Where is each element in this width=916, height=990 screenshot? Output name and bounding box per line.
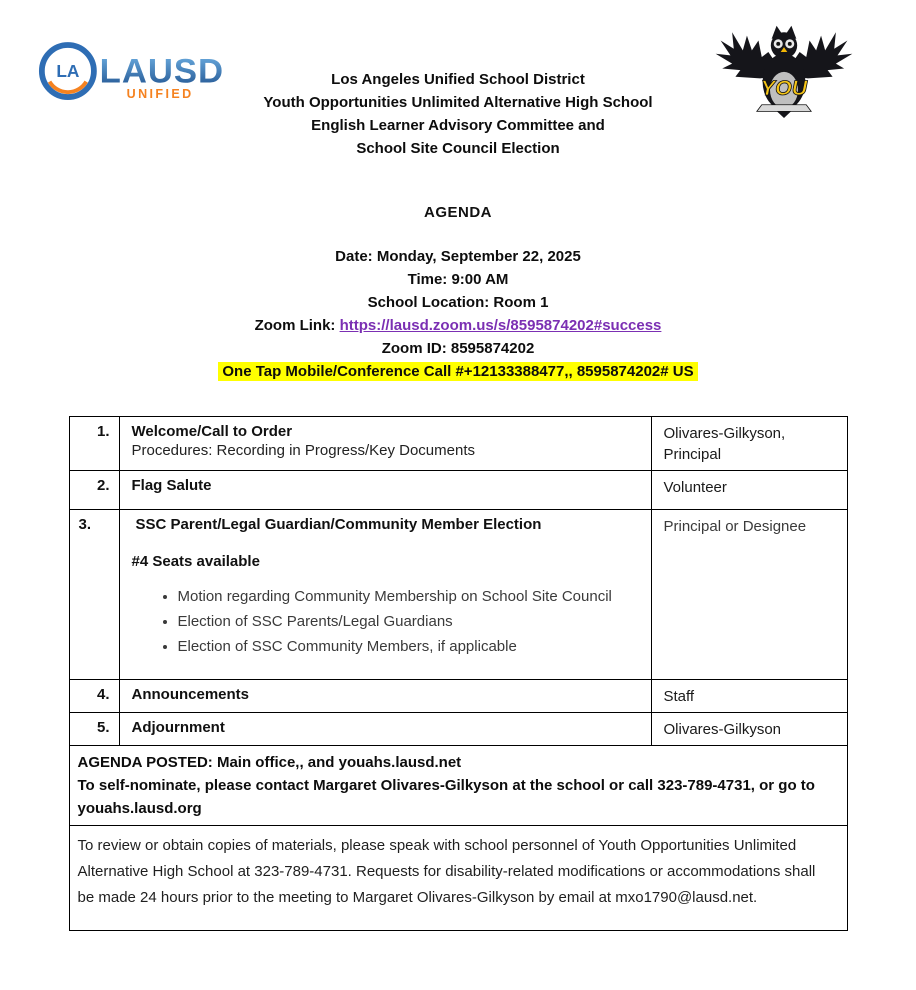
owl-banner <box>757 105 811 112</box>
row-presenter: Olivares-Gilkyson, Principal <box>651 417 847 471</box>
row-presenter: Olivares-Gilkyson <box>651 713 847 746</box>
zoom-id: Zoom ID: 8595874202 <box>381 340 535 357</box>
election-bullet-list <box>132 586 641 658</box>
meeting-time: Time: 9:00 AM <box>407 271 509 288</box>
item-title: SSC Parent/Legal Guardian/Community Member Election <box>135 516 542 533</box>
meeting-info-block <box>0 245 916 383</box>
materials-accommodations-note: To review or obtain copies of materials, please speak with school personnel of Youth Opportunities Unlimited Alternative High School at 323-789-4731. Requests for disability-related modifications or accommodations shall be made 24 hours prior to the meeting to Margaret Olivares-Gilkyson by email at mxo1790@lausd.net. <box>69 826 847 931</box>
header-line-committee: English Learner Advisory Committee and <box>311 117 605 134</box>
meeting-location: School Location: Room 1 <box>367 294 549 311</box>
owl-icon <box>714 24 854 118</box>
row-presenter: Volunteer <box>651 471 847 510</box>
one-tap-line <box>0 360 916 383</box>
agenda-title: AGENDA <box>423 204 492 221</box>
item-subtitle: Procedures: Recording in Progress/Key Documents <box>131 442 475 459</box>
meeting-date: Date: Monday, September 22, 2025 <box>335 248 581 265</box>
row-content <box>119 471 651 510</box>
owl-mascot-logo <box>714 24 854 118</box>
agenda-posted-line: AGENDA POSTED: Main office,, and youahs.lausd.net <box>77 754 462 771</box>
owl-you-text: YOU <box>760 75 808 100</box>
row-presenter: Staff <box>651 680 847 713</box>
row-number: 4. <box>69 680 119 713</box>
item-title: Adjournment <box>131 719 225 736</box>
list-item: • Election of SSC Community Members, if applicable <box>178 636 618 658</box>
item-title: Announcements <box>131 686 250 703</box>
document-header <box>0 0 916 160</box>
header-line-school: Youth Opportunities Unlimited Alternative High School <box>263 94 653 111</box>
lausd-wordmark: LAUSD <box>99 52 224 91</box>
lausd-seal-monogram: LA <box>56 60 80 81</box>
list-item: • Motion regarding Community Membership on School Site Council <box>178 586 618 608</box>
lausd-logo-graphic <box>38 40 250 104</box>
row-presenter: Principal or Designee <box>651 510 847 680</box>
item-title: Flag Salute <box>131 477 212 494</box>
agenda-posted-note <box>69 746 847 826</box>
row-content <box>119 510 651 680</box>
table-row <box>69 713 847 746</box>
agenda-table <box>69 416 848 931</box>
zoom-link[interactable]: https://lausd.zoom.us/s/8595874202#success <box>339 317 662 334</box>
table-row <box>69 471 847 510</box>
lausd-logo <box>38 40 250 104</box>
list-item: • Election of SSC Parents/Legal Guardians <box>178 611 618 633</box>
row-content <box>119 680 651 713</box>
row-number: 5. <box>69 713 119 746</box>
table-row <box>69 417 847 471</box>
item-title: Welcome/Call to Order <box>131 423 293 440</box>
seats-available-label: #4 Seats available <box>131 553 260 570</box>
lausd-unified-label: UNIFIED <box>126 87 194 102</box>
table-row <box>69 510 847 680</box>
row-number: 1. <box>69 417 119 471</box>
table-row <box>69 826 847 931</box>
self-nominate-line: To self-nominate, please contact Margaret Olivares-Gilkyson at the school or call 323-789-4731, or go to youahs.lausd.org <box>77 777 815 817</box>
zoom-link-line <box>0 314 916 337</box>
one-tap-highlight: One Tap Mobile/Conference Call #+12133388477,, 8595874202# US <box>218 362 697 381</box>
header-line-district: Los Angeles Unified School District <box>331 71 585 88</box>
table-row <box>69 746 847 826</box>
row-number: 3. <box>69 510 119 680</box>
table-row <box>69 680 847 713</box>
zoom-link-label: Zoom Link: <box>254 317 336 334</box>
header-line-election: School Site Council Election <box>356 140 560 157</box>
row-content <box>119 417 651 471</box>
row-content <box>119 713 651 746</box>
row-number: 2. <box>69 471 119 510</box>
